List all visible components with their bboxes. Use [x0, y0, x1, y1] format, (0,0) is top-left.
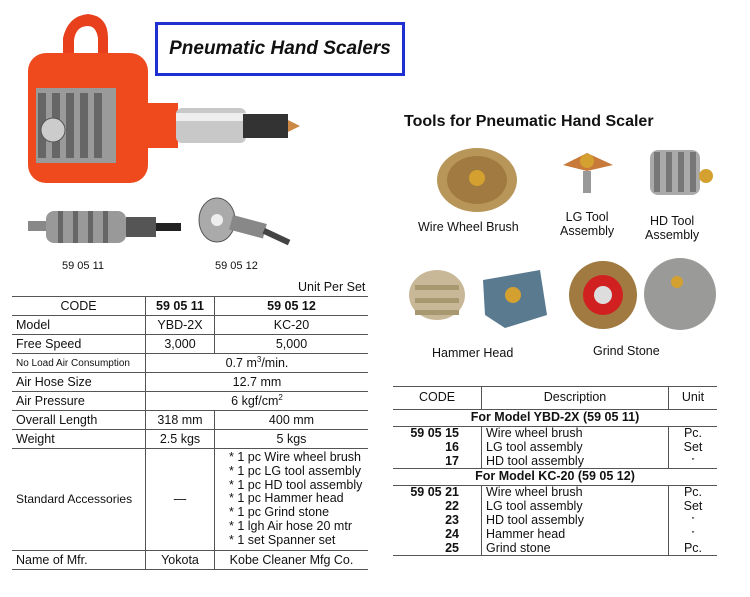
table-row [393, 427, 717, 441]
code-cell: 16 [445, 439, 459, 454]
code-cell: 59 05 15 [410, 426, 459, 440]
hammer-head-image [405, 260, 555, 335]
tools-title: Tools for Pneumatic Hand Scaler [404, 113, 654, 130]
tool-label: LG Tool Assembly [560, 210, 615, 238]
row-label: Overall Length [12, 411, 146, 430]
tool-label: HD Tool Assembly [645, 214, 700, 242]
row-label: Name of Mfr. [12, 550, 146, 569]
unit-cell: Pc. [683, 485, 703, 500]
table-row [12, 373, 368, 392]
hd-tool-image [640, 140, 720, 210]
header-model-a: 59 05 11 [146, 297, 215, 316]
code-cell: 23 [445, 512, 459, 527]
desc-cell: LG tool assembly [482, 500, 669, 514]
desc-cell: HD tool assembly [482, 455, 669, 469]
group-title: For Model YBD-2X (59 05 11) [393, 410, 717, 427]
header-model-b: 59 05 12 [215, 297, 369, 316]
cell: — [146, 449, 215, 551]
unit-cell: " [691, 515, 695, 525]
cell [146, 354, 369, 373]
list-item: * 1 pc Hammer head [229, 491, 344, 506]
header-desc: Description [482, 387, 669, 410]
cell: 2.5 kgs [146, 430, 215, 449]
table-row [393, 542, 717, 556]
accessory-list [215, 449, 369, 551]
row-label: No Load Air Consumption [12, 354, 146, 373]
table-row [12, 316, 368, 335]
unit-cell: " [691, 529, 695, 539]
table-row [12, 335, 368, 354]
cell: 318 mm [146, 411, 215, 430]
cell: 400 mm [215, 411, 369, 430]
cell: Yokota [146, 550, 215, 569]
cell: YBD-2X [146, 316, 215, 335]
value-tail: /min. [261, 356, 289, 371]
grind-stone-image [565, 258, 720, 333]
cell: 12.7 mm [146, 373, 369, 392]
cell: 3,000 [146, 335, 215, 354]
table-row [12, 354, 368, 373]
unit-cell: Pc. [669, 542, 718, 556]
header-code: CODE [12, 297, 146, 316]
table-row [393, 514, 717, 528]
cell: KC-20 [215, 316, 369, 335]
code-cell: 22 [445, 499, 459, 514]
list-item: * 1 pc LG tool assembly [229, 463, 362, 478]
page-title: Pneumatic Hand Scalers [155, 22, 405, 76]
list-item: * 1 set Spanner set [229, 532, 336, 547]
group-title: For Model KC-20 (59 05 12) [393, 469, 717, 486]
unit-cell: Set [683, 439, 703, 454]
header-code: CODE [393, 387, 482, 410]
table-row [12, 392, 368, 411]
cell: Kobe Cleaner Mfg Co. [215, 550, 369, 569]
list-item: * 1 pc Wire wheel brush [229, 450, 362, 464]
cell: 5 kgs [215, 430, 369, 449]
table-row [393, 441, 717, 455]
spec-table [12, 296, 368, 570]
desc-cell: Wire wheel brush [482, 486, 669, 500]
accessories-table [393, 386, 717, 556]
cell: 5,000 [215, 335, 369, 354]
desc-cell: Wire wheel brush [482, 427, 669, 441]
scaler-code-label: 59 05 12 [215, 260, 258, 272]
tool-label: Hammer Head [432, 346, 514, 360]
desc-cell: Hammer head [482, 528, 669, 542]
table-row [393, 387, 717, 410]
code-cell: 17 [445, 453, 459, 468]
table-row [393, 486, 717, 500]
unit-cell: Set [683, 499, 703, 514]
list-item: * 1 pc HD tool assembly [229, 477, 363, 492]
large-scaler-image [8, 8, 308, 193]
table-row [12, 411, 368, 430]
row-label: Air Hose Size [12, 373, 146, 392]
table-row [12, 550, 368, 569]
scaler-code-label: 59 05 11 [62, 260, 105, 272]
row-label: Air Pressure [12, 392, 146, 411]
group-header [393, 469, 717, 486]
code-cell: 24 [445, 526, 459, 541]
unit-cell: Pc. [683, 426, 703, 440]
list-item: * 1 pc Grind stone [229, 505, 330, 520]
tool-label: Wire Wheel Brush [418, 220, 519, 234]
header-unit: Unit [669, 387, 718, 410]
table-row [12, 297, 368, 316]
table-row [12, 449, 368, 551]
desc-cell: HD tool assembly [482, 514, 669, 528]
value-sup: 3 [256, 355, 262, 365]
row-label: Model [12, 316, 146, 335]
list-item: * 1 lgh Air hose 20 mtr [229, 518, 352, 533]
lg-tool-image [555, 143, 620, 208]
table-row [393, 455, 717, 469]
tool-label: Grind Stone [593, 344, 660, 358]
value-sup: 2 [278, 393, 283, 403]
group-header [393, 410, 717, 427]
cell [146, 392, 369, 411]
row-label: Standard Accessories [12, 449, 146, 551]
table-row [393, 500, 717, 514]
desc-cell: LG tool assembly [482, 441, 669, 455]
code-cell: 59 05 21 [410, 485, 459, 500]
unit-note: Unit Per Set [298, 280, 366, 294]
row-label: Weight [12, 430, 146, 449]
code-cell: 25 [393, 542, 482, 556]
unit-cell: " [691, 456, 695, 466]
table-row [393, 528, 717, 542]
scaler-59-05-12-image [195, 190, 305, 260]
scaler-59-05-11-image [18, 203, 188, 253]
desc-cell: Grind stone [482, 542, 669, 556]
value-text: 0.7 m [225, 356, 257, 371]
value-text: 6 kgf/cm [231, 394, 279, 409]
row-label: Free Speed [12, 335, 146, 354]
table-row [12, 430, 368, 449]
wire-wheel-brush-image [432, 145, 522, 215]
